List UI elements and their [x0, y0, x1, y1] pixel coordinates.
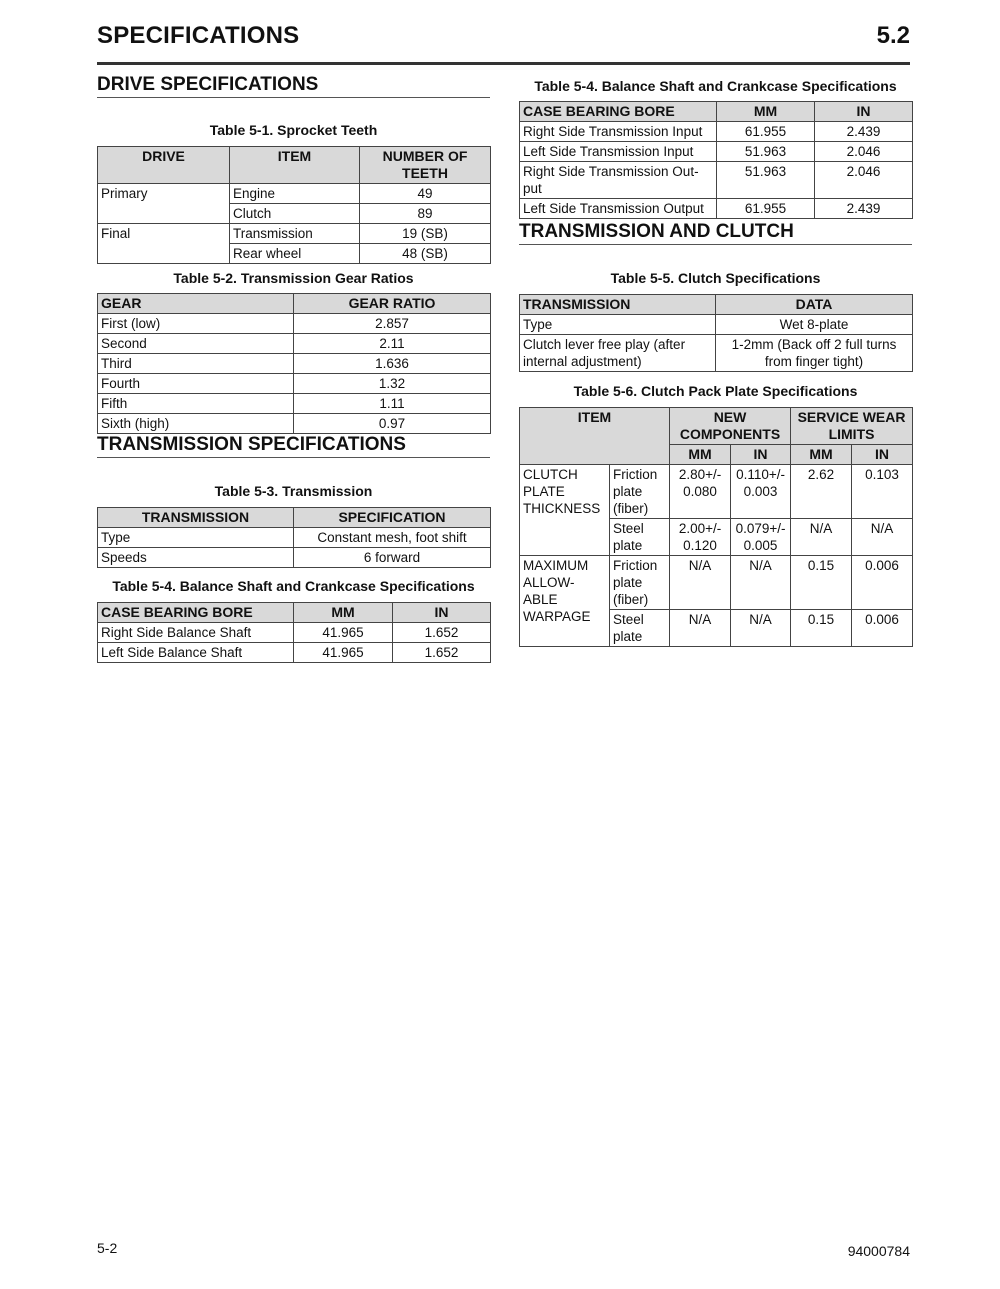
in-cell: 2.439 [815, 122, 913, 142]
mm-cell: 41.965 [294, 623, 393, 643]
table-header-cell: TRANSMISSION [520, 295, 716, 315]
item-cell: Transmission [230, 224, 360, 244]
spec-label-cell: Speeds [98, 548, 294, 568]
table-5-1-caption: Table 5-1. Sprocket Teeth [209, 122, 378, 138]
plate-cell: Steel plate [610, 610, 670, 647]
item-cell: Engine [230, 184, 360, 204]
table-5-5 [519, 294, 913, 372]
table-row [98, 314, 491, 334]
drive-cell: Final [98, 224, 230, 264]
mm-cell: 51.963 [717, 142, 815, 162]
table-header-cell: IN [852, 445, 913, 465]
plate-cell: Friction plate (fiber) [610, 556, 670, 610]
table-row [98, 643, 491, 663]
spec-label-cell: Clutch lever free play (after internal adjustment) [520, 335, 716, 372]
in-cell: 1.652 [393, 623, 491, 643]
transmission-specifications-heading: TRANSMISSION SPECIFICATIONS [97, 434, 490, 458]
table-row [520, 199, 913, 219]
wear-mm-cell: N/A [791, 519, 852, 556]
new-in-cell: N/A [731, 556, 791, 610]
new-mm-cell: N/A [670, 556, 731, 610]
table-5-2-caption: Table 5-2. Transmission Gear Ratios [173, 270, 414, 286]
transmission-and-clutch-heading: TRANSMISSION AND CLUTCH [519, 221, 912, 245]
table-header-cell: MM [717, 102, 815, 122]
mm-cell: 41.965 [294, 643, 393, 663]
table-row [520, 122, 913, 142]
wear-mm-cell: 0.15 [791, 610, 852, 647]
plate-cell: Friction plate (fiber) [610, 465, 670, 519]
table-header-cell: NEW COMPONENTS [670, 408, 791, 445]
spec-value-cell: Wet 8-plate [716, 315, 913, 335]
new-mm-cell: 2.00+/- 0.120 [670, 519, 731, 556]
bore-cell: Right Side Transmission Out-put [520, 162, 717, 199]
gear-cell: Fifth [98, 394, 294, 414]
wear-mm-cell: 2.62 [791, 465, 852, 519]
header-rule [97, 62, 910, 65]
ratio-cell: 1.636 [294, 354, 491, 374]
drive-specifications-heading: DRIVE SPECIFICATIONS [97, 74, 490, 98]
ratio-cell: 2.11 [294, 334, 491, 354]
table-5-5-caption: Table 5-5. Clutch Specifications [610, 270, 821, 286]
table-row [98, 354, 491, 374]
table-row [98, 394, 491, 414]
table-header-cell: MM [670, 445, 731, 465]
teeth-cell: 19 (SB) [360, 224, 491, 244]
table-header-cell: IN [393, 603, 491, 623]
bore-cell: Left Side Balance Shaft [98, 643, 294, 663]
new-in-cell: 0.110+/- 0.003 [731, 465, 791, 519]
wear-in-cell: N/A [852, 519, 913, 556]
new-in-cell: N/A [731, 610, 791, 647]
ratio-cell: 1.11 [294, 394, 491, 414]
teeth-cell: 89 [360, 204, 491, 224]
table-5-3 [97, 507, 491, 568]
table-5-4a [97, 602, 491, 663]
in-cell: 2.046 [815, 162, 913, 199]
table-row [520, 162, 913, 199]
in-cell: 1.652 [393, 643, 491, 663]
table-header-cell: DRIVE [98, 147, 230, 184]
wear-mm-cell: 0.15 [791, 556, 852, 610]
table-row [98, 414, 491, 434]
table-5-6-caption: Table 5-6. Clutch Pack Plate Specifications [573, 383, 858, 399]
mm-cell: 61.955 [717, 199, 815, 219]
drive-cell: Primary [98, 184, 230, 224]
table-row [98, 623, 491, 643]
table-header-cell: IN [815, 102, 913, 122]
bore-cell: Left Side Transmission Input [520, 142, 717, 162]
spec-label-cell: Type [520, 315, 716, 335]
table-header-cell: TRANSMISSION [98, 508, 294, 528]
teeth-cell: 49 [360, 184, 491, 204]
table-header-cell: DATA [716, 295, 913, 315]
spec-value-cell: 6 forward [294, 548, 491, 568]
table-5-4a-caption: Table 5-4. Balance Shaft and Crankcase Specifications [112, 578, 475, 594]
table-header-cell: MM [294, 603, 393, 623]
spec-value-cell: Constant mesh, foot shift [294, 528, 491, 548]
mm-cell: 51.963 [717, 162, 815, 199]
gear-cell: Fourth [98, 374, 294, 394]
table-5-3-caption: Table 5-3. Transmission [214, 483, 373, 499]
table-header-cell: ITEM [520, 408, 670, 465]
document-number: 94000784 [847, 1243, 910, 1259]
table-header-cell: SPECIFICATION [294, 508, 491, 528]
item-cell: Clutch [230, 204, 360, 224]
gear-cell: Sixth (high) [98, 414, 294, 434]
table-header-cell: CASE BEARING BORE [520, 102, 717, 122]
table-row [520, 465, 913, 519]
table-row [98, 528, 491, 548]
table-row [98, 374, 491, 394]
table-header-cell: IN [731, 445, 791, 465]
new-in-cell: 0.079+/- 0.005 [731, 519, 791, 556]
table-header-cell: CASE BEARING BORE [98, 603, 294, 623]
wear-in-cell: 0.006 [852, 556, 913, 610]
bore-cell: Right Side Transmission Input [520, 122, 717, 142]
group-cell: CLUTCH PLATE THICKNESS [520, 465, 610, 556]
wear-in-cell: 0.103 [852, 465, 913, 519]
in-cell: 2.439 [815, 199, 913, 219]
new-mm-cell: 2.80+/- 0.080 [670, 465, 731, 519]
section-number: 5.2 [876, 22, 910, 49]
table-5-4b [519, 101, 913, 219]
in-cell: 2.046 [815, 142, 913, 162]
group-cell: MAXIMUM ALLOW-ABLE WARPAGE [520, 556, 610, 647]
spec-value-cell: 1-2mm (Back off 2 full turns from finger tight) [716, 335, 913, 372]
table-header-cell: GEAR [98, 294, 294, 314]
table-row [98, 548, 491, 568]
table-header-cell: SERVICE WEAR LIMITS [791, 408, 913, 445]
teeth-cell: 48 (SB) [360, 244, 491, 264]
table-5-2 [97, 293, 491, 434]
table-row [98, 184, 491, 204]
table-header-cell: GEAR RATIO [294, 294, 491, 314]
page-title: SPECIFICATIONS [97, 22, 300, 49]
table-row [520, 335, 913, 372]
mm-cell: 61.955 [717, 122, 815, 142]
ratio-cell: 2.857 [294, 314, 491, 334]
plate-cell: Steel plate [610, 519, 670, 556]
ratio-cell: 0.97 [294, 414, 491, 434]
table-header-cell: NUMBER OF TEETH [360, 147, 491, 184]
gear-cell: Second [98, 334, 294, 354]
ratio-cell: 1.32 [294, 374, 491, 394]
gear-cell: Third [98, 354, 294, 374]
bore-cell: Right Side Balance Shaft [98, 623, 294, 643]
table-header-cell: ITEM [230, 147, 360, 184]
spec-label-cell: Type [98, 528, 294, 548]
gear-cell: First (low) [98, 314, 294, 334]
table-5-6 [519, 407, 913, 647]
table-row [520, 315, 913, 335]
table-row [520, 556, 913, 610]
wear-in-cell: 0.006 [852, 610, 913, 647]
page-number: 5-2 [97, 1240, 118, 1256]
item-cell: Rear wheel [230, 244, 360, 264]
table-row [520, 142, 913, 162]
new-mm-cell: N/A [670, 610, 731, 647]
table-header-cell: MM [791, 445, 852, 465]
table-5-1 [97, 146, 491, 264]
table-5-4b-caption: Table 5-4. Balance Shaft and Crankcase Specifications [534, 78, 897, 94]
table-row [98, 224, 491, 244]
table-row [98, 334, 491, 354]
bore-cell: Left Side Transmission Output [520, 199, 717, 219]
